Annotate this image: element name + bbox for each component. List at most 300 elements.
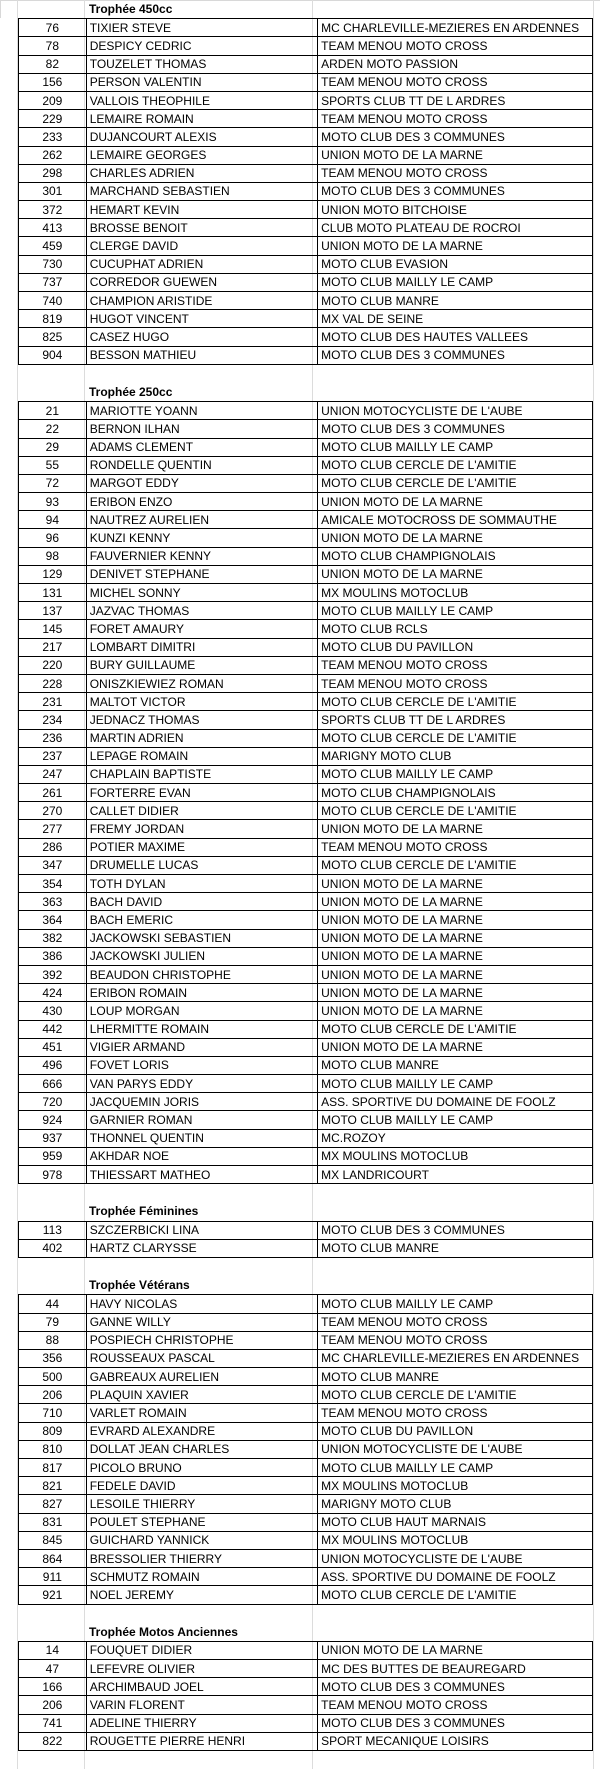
rider-number: 386 [19,947,87,965]
club-name: MOTO CLUB CERCLE DE L'AMITIE [318,856,593,874]
club-name: MOTO CLUB DES 3 COMMUNES [318,1714,593,1732]
table-row [19,1586,593,1604]
rider-name: RONDELLE QUENTIN [86,456,317,474]
rider-name: CHAPLAIN BAPTISTE [86,765,317,783]
rider-name: MARGOT EDDY [86,474,317,492]
club-name: TEAM MENOU MOTO CROSS [318,838,593,856]
club-name: MOTO CLUB MANRE [318,1368,593,1386]
rider-number: 206 [19,1696,87,1714]
table-row [19,1660,593,1678]
rider-number: 809 [19,1422,87,1440]
table-row [19,402,593,420]
club-name: MC CHARLEVILLE-MEZIERES EN ARDENNES [318,19,593,37]
table-row [19,1002,593,1020]
rider-name: ADAMS CLEMENT [86,438,317,456]
table-row [19,1495,593,1513]
rider-name: LEMAIRE ROMAIN [86,110,317,128]
club-name: MOTO CLUB CHAMPIGNOLAIS [318,784,593,802]
table-row [19,310,593,328]
rider-number: 741 [19,1714,87,1732]
rider-name: CUCUPHAT ADRIEN [86,255,317,273]
club-name: TEAM MENOU MOTO CROSS [318,37,593,55]
rider-name: BESSON MATHIEU [86,346,317,364]
rider-number: 459 [19,237,87,255]
table-row [19,1129,593,1147]
rider-name: LOUP MORGAN [86,1002,317,1020]
rider-number: 298 [19,164,87,182]
rider-number: 904 [19,346,87,364]
club-name: UNION MOTOCYCLISTE DE L'AUBE [318,1549,593,1567]
section-spacer [0,1605,600,1623]
rider-name: NAUTREZ AURELIEN [86,511,317,529]
rider-name: POULET STEPHANE [86,1513,317,1531]
rider-number: 206 [19,1386,87,1404]
club-name: MOTO CLUB MANRE [318,1239,593,1257]
rider-name: LOMBART DIMITRI [86,638,317,656]
table-row [19,1166,593,1184]
club-name: MOTO CLUB DES 3 COMMUNES [318,128,593,146]
rider-name: BRESSOLIER THIERRY [86,1549,317,1567]
rider-name: POSPIECH CHRISTOPHE [86,1331,317,1349]
rider-name: CALLET DIDIER [86,802,317,820]
club-name: TEAM MENOU MOTO CROSS [318,1404,593,1422]
rider-number: 137 [19,602,87,620]
club-name: UNION MOTO BITCHOISE [318,201,593,219]
rider-name: BACH EMERIC [86,911,317,929]
section-spacer [0,365,600,383]
club-name: MOTO CLUB MAILLY LE CAMP [318,1111,593,1129]
rider-number: 372 [19,201,87,219]
club-name: MOTO CLUB DES 3 COMMUNES [318,1678,593,1696]
rider-name: JAZVAC THOMAS [86,602,317,620]
section-title-row [0,1276,600,1294]
club-name: MOTO CLUB EVASION [318,255,593,273]
entries-table [18,401,593,1184]
table-row [19,911,593,929]
rider-name: DRUMELLE LUCAS [86,856,317,874]
rider-number: 236 [19,729,87,747]
rider-name: MALTOT VICTOR [86,693,317,711]
rider-name: PICOLO BRUNO [86,1459,317,1477]
trophy-section [0,1623,600,1751]
rider-name: SCHMUTZ ROMAIN [86,1568,317,1586]
rider-number: 55 [19,456,87,474]
table-row [19,55,593,73]
table-row [19,1368,593,1386]
rider-name: TOTH DYLAN [86,875,317,893]
table-row [19,547,593,565]
section-spacer [0,1258,600,1276]
rider-name: VAN PARYS EDDY [86,1075,317,1093]
rider-name: CHARLES ADRIEN [86,164,317,182]
table-row [19,19,593,37]
club-name: UNION MOTO DE LA MARNE [318,1641,593,1659]
rider-number: 959 [19,1147,87,1165]
table-row [19,1239,593,1257]
table-row [19,37,593,55]
table-row [19,1477,593,1495]
table-row [19,1221,593,1239]
rider-name: CLERGE DAVID [86,237,317,255]
rider-number: 29 [19,438,87,456]
club-name: MARIGNY MOTO CLUB [318,1495,593,1513]
table-row [19,820,593,838]
club-name: UNION MOTO DE LA MARNE [318,493,593,511]
rider-name: GANNE WILLY [86,1313,317,1331]
rider-name: FREMY JORDAN [86,820,317,838]
table-row [19,1531,593,1549]
club-name: UNION MOTO DE LA MARNE [318,1002,593,1020]
rider-number: 262 [19,146,87,164]
table-row [19,128,593,146]
section-spacer [0,1184,600,1202]
rider-name: LEPAGE ROMAIN [86,747,317,765]
rider-number: 864 [19,1549,87,1567]
table-row [19,273,593,291]
club-name: MC CHARLEVILLE-MEZIERES EN ARDENNES [318,1349,593,1367]
club-name: UNION MOTO DE LA MARNE [318,237,593,255]
table-row [19,893,593,911]
table-row [19,1020,593,1038]
table-row [19,602,593,620]
rider-number: 827 [19,1495,87,1513]
table-row [19,1313,593,1331]
section-title-row [0,1202,600,1220]
table-row [19,1678,593,1696]
table-row [19,73,593,91]
table-row [19,1404,593,1422]
club-name: MX MOULINS MOTOCLUB [318,1477,593,1495]
rider-name: LHERMITTE ROMAIN [86,1020,317,1038]
rider-name: FOUQUET DIDIER [86,1641,317,1659]
rider-name: PERSON VALENTIN [86,73,317,91]
rider-number: 822 [19,1732,87,1750]
table-row [19,1549,593,1567]
club-name: MOTO CLUB DES HAUTES VALLEES [318,328,593,346]
rider-number: 233 [19,128,87,146]
rider-number: 424 [19,984,87,1002]
rider-name: ONISZKIEWIEZ ROMAN [86,674,317,692]
club-name: TEAM MENOU MOTO CROSS [318,674,593,692]
club-name: MC.ROZOY [318,1129,593,1147]
rider-number: 978 [19,1166,87,1184]
table-row [19,875,593,893]
rider-name: ERIBON ENZO [86,493,317,511]
table-row [19,529,593,547]
rider-number: 228 [19,674,87,692]
club-name: MOTO CLUB DES 3 COMMUNES [318,182,593,200]
rider-number: 831 [19,1513,87,1531]
rider-number: 821 [19,1477,87,1495]
club-name: CLUB MOTO PLATEAU DE ROCROI [318,219,593,237]
rider-number: 442 [19,1020,87,1038]
rider-name: BEAUDON CHRISTOPHE [86,965,317,983]
club-name: MOTO CLUB MANRE [318,1056,593,1074]
rider-number: 72 [19,474,87,492]
table-row [19,474,593,492]
club-name: MOTO CLUB CERCLE DE L'AMITIE [318,802,593,820]
rider-number: 93 [19,493,87,511]
rider-number: 21 [19,402,87,420]
club-name: UNION MOTO DE LA MARNE [318,929,593,947]
rider-name: MARCHAND SEBASTIEN [86,182,317,200]
rider-name: PLAQUIN XAVIER [86,1386,317,1404]
table-row [19,91,593,109]
entries-table [18,18,593,365]
entries-table [18,1294,593,1604]
club-name: MOTO CLUB DU PAVILLON [318,1422,593,1440]
table-row [19,1440,593,1458]
rider-name: VALLOIS THEOPHILE [86,91,317,109]
club-name: UNION MOTO DE LA MARNE [318,1038,593,1056]
rider-name: DOLLAT JEAN CHARLES [86,1440,317,1458]
table-row [19,292,593,310]
club-name: MOTO CLUB MAILLY LE CAMP [318,1075,593,1093]
table-row [19,146,593,164]
table-row [19,856,593,874]
club-name: UNION MOTO DE LA MARNE [318,875,593,893]
club-name: SPORTS CLUB TT DE L ARDRES [318,91,593,109]
rider-name: CHAMPION ARISTIDE [86,292,317,310]
club-name: UNION MOTO DE LA MARNE [318,565,593,583]
club-name: MOTO CLUB CERCLE DE L'AMITIE [318,693,593,711]
trophy-section [0,383,600,1202]
rider-number: 354 [19,875,87,893]
section-title-row [0,1623,600,1641]
rider-name: BACH DAVID [86,893,317,911]
rider-name: HUGOT VINCENT [86,310,317,328]
rider-name: BROSSE BENOIT [86,219,317,237]
table-row [19,1714,593,1732]
table-row [19,1696,593,1714]
rider-name: POTIER MAXIME [86,838,317,856]
table-row [19,765,593,783]
rider-name: SZCZERBICKI LINA [86,1221,317,1239]
club-name: MOTO CLUB DES 3 COMMUNES [318,420,593,438]
rider-number: 924 [19,1111,87,1129]
rider-number: 810 [19,1440,87,1458]
rider-name: DUJANCOURT ALEXIS [86,128,317,146]
club-name: TEAM MENOU MOTO CROSS [318,73,593,91]
rider-name: MARIOTTE YOANN [86,402,317,420]
rider-number: 166 [19,1678,87,1696]
rider-name: DENIVET STEPHANE [86,565,317,583]
rider-name: VARIN FLORENT [86,1696,317,1714]
club-name: UNION MOTO DE LA MARNE [318,947,593,965]
section-title-row [0,383,600,401]
rider-number: 261 [19,784,87,802]
club-name: AMICALE MOTOCROSS DE SOMMAUTHE [318,511,593,529]
rider-name: ADELINE THIERRY [86,1714,317,1732]
table-row [19,729,593,747]
table-row [19,947,593,965]
rider-name: LEMAIRE GEORGES [86,146,317,164]
rider-number: 737 [19,273,87,291]
club-name: MOTO CLUB MAILLY LE CAMP [318,602,593,620]
rider-number: 98 [19,547,87,565]
club-name: TEAM MENOU MOTO CROSS [318,110,593,128]
table-row [19,493,593,511]
club-name: ASS. SPORTIVE DU DOMAINE DE FOOLZ [318,1568,593,1586]
table-row [19,784,593,802]
rider-name: TOUZELET THOMAS [86,55,317,73]
rider-number: 76 [19,19,87,37]
rider-number: 720 [19,1093,87,1111]
table-row [19,620,593,638]
club-name: TEAM MENOU MOTO CROSS [318,164,593,182]
rider-number: 22 [19,420,87,438]
trophy-section [0,1202,600,1276]
rider-number: 78 [19,37,87,55]
club-name: SPORT MECANIQUE LOISIRS [318,1732,593,1750]
table-row [19,237,593,255]
club-name: MOTO CLUB MAILLY LE CAMP [318,1295,593,1313]
rider-number: 231 [19,693,87,711]
table-row [19,929,593,947]
club-name: MOTO CLUB DES 3 COMMUNES [318,1221,593,1239]
club-name: UNION MOTOCYCLISTE DE L'AUBE [318,1440,593,1458]
rider-number: 382 [19,929,87,947]
table-row [19,346,593,364]
club-name: MARIGNY MOTO CLUB [318,747,593,765]
table-row [19,438,593,456]
rider-name: KUNZI KENNY [86,529,317,547]
rider-number: 270 [19,802,87,820]
rider-name: VIGIER ARMAND [86,1038,317,1056]
rider-number: 740 [19,292,87,310]
entries-table [18,1221,593,1258]
table-row [19,1075,593,1093]
table-row [19,1111,593,1129]
rider-name: VARLET ROMAIN [86,1404,317,1422]
rider-number: 356 [19,1349,87,1367]
rider-name: LEFEVRE OLIVIER [86,1660,317,1678]
rider-name: FOVET LORIS [86,1056,317,1074]
rider-number: 363 [19,893,87,911]
rider-name: EVRARD ALEXANDRE [86,1422,317,1440]
rider-number: 96 [19,529,87,547]
club-name: MOTO CLUB HAUT MARNAIS [318,1513,593,1531]
rider-number: 47 [19,1660,87,1678]
club-name: MOTO CLUB CERCLE DE L'AMITIE [318,474,593,492]
table-row [19,747,593,765]
table-row [19,965,593,983]
rider-number: 666 [19,1075,87,1093]
rider-name: GARNIER ROMAN [86,1111,317,1129]
table-row [19,255,593,273]
rider-number: 145 [19,620,87,638]
table-row [19,110,593,128]
rider-name: THONNEL QUENTIN [86,1129,317,1147]
rider-name: HAVY NICOLAS [86,1295,317,1313]
rider-name: FORET AMAURY [86,620,317,638]
rider-number: 277 [19,820,87,838]
rider-number: 392 [19,965,87,983]
rider-number: 286 [19,838,87,856]
rider-name: DESPICY CEDRIC [86,37,317,55]
table-row [19,1093,593,1111]
rider-number: 845 [19,1531,87,1549]
club-name: MOTO CLUB CERCLE DE L'AMITIE [318,1586,593,1604]
club-name: MOTO CLUB DES 3 COMMUNES [318,346,593,364]
rider-name: HARTZ CLARYSSE [86,1239,317,1257]
section-title-row [0,0,600,18]
club-name: MOTO CLUB CERCLE DE L'AMITIE [318,456,593,474]
table-row [19,656,593,674]
section-title: Trophée 250cc [89,384,173,399]
table-row [19,638,593,656]
club-name: MOTO CLUB CERCLE DE L'AMITIE [318,729,593,747]
table-row [19,1349,593,1367]
table-row [19,838,593,856]
rider-name: ROUGETTE PIERRE HENRI [86,1732,317,1750]
rider-name: AKHDAR NOE [86,1147,317,1165]
club-name: MOTO CLUB CERCLE DE L'AMITIE [318,1386,593,1404]
rider-number: 247 [19,765,87,783]
club-name: TEAM MENOU MOTO CROSS [318,1331,593,1349]
club-name: UNION MOTO DE LA MARNE [318,911,593,929]
rider-name: JEDNACZ THOMAS [86,711,317,729]
rider-name: TIXIER STEVE [86,19,317,37]
club-name: ARDEN MOTO PASSION [318,55,593,73]
rider-name: MARTIN ADRIEN [86,729,317,747]
rider-number: 156 [19,73,87,91]
rider-number: 129 [19,565,87,583]
rider-number: 451 [19,1038,87,1056]
rider-name: LESOILE THIERRY [86,1495,317,1513]
rider-number: 730 [19,255,87,273]
club-name: MC DES BUTTES DE BEAUREGARD [318,1660,593,1678]
section-title: Trophée Vétérans [89,1278,190,1293]
rider-number: 921 [19,1586,87,1604]
table-row [19,674,593,692]
rider-name: MICHEL SONNY [86,584,317,602]
section-title: Trophée 450cc [89,2,173,16]
rider-number: 496 [19,1056,87,1074]
rider-name: FEDELE DAVID [86,1477,317,1495]
table-row [19,1568,593,1586]
club-name: UNION MOTO DE LA MARNE [318,820,593,838]
table-row [19,420,593,438]
club-name: MOTO CLUB CHAMPIGNOLAIS [318,547,593,565]
rider-number: 301 [19,182,87,200]
table-row [19,1459,593,1477]
rider-number: 113 [19,1221,87,1239]
rider-number: 79 [19,1313,87,1331]
table-row [19,984,593,1002]
section-title: Trophée Motos Anciennes [89,1624,238,1639]
table-row [19,511,593,529]
rider-number: 217 [19,638,87,656]
rider-number: 402 [19,1239,87,1257]
rider-number: 94 [19,511,87,529]
rider-name: BURY GUILLAUME [86,656,317,674]
rider-number: 817 [19,1459,87,1477]
table-row [19,1147,593,1165]
rider-number: 209 [19,91,87,109]
rider-number: 237 [19,747,87,765]
table-row [19,802,593,820]
rider-number: 229 [19,110,87,128]
club-name: TEAM MENOU MOTO CROSS [318,1313,593,1331]
club-name: MOTO CLUB MAILLY LE CAMP [318,438,593,456]
club-name: MX MOULINS MOTOCLUB [318,1147,593,1165]
table-row [19,1513,593,1531]
rider-name: ROUSSEAUX PASCAL [86,1349,317,1367]
rider-number: 364 [19,911,87,929]
rider-name: FAUVERNIER KENNY [86,547,317,565]
table-row [19,219,593,237]
